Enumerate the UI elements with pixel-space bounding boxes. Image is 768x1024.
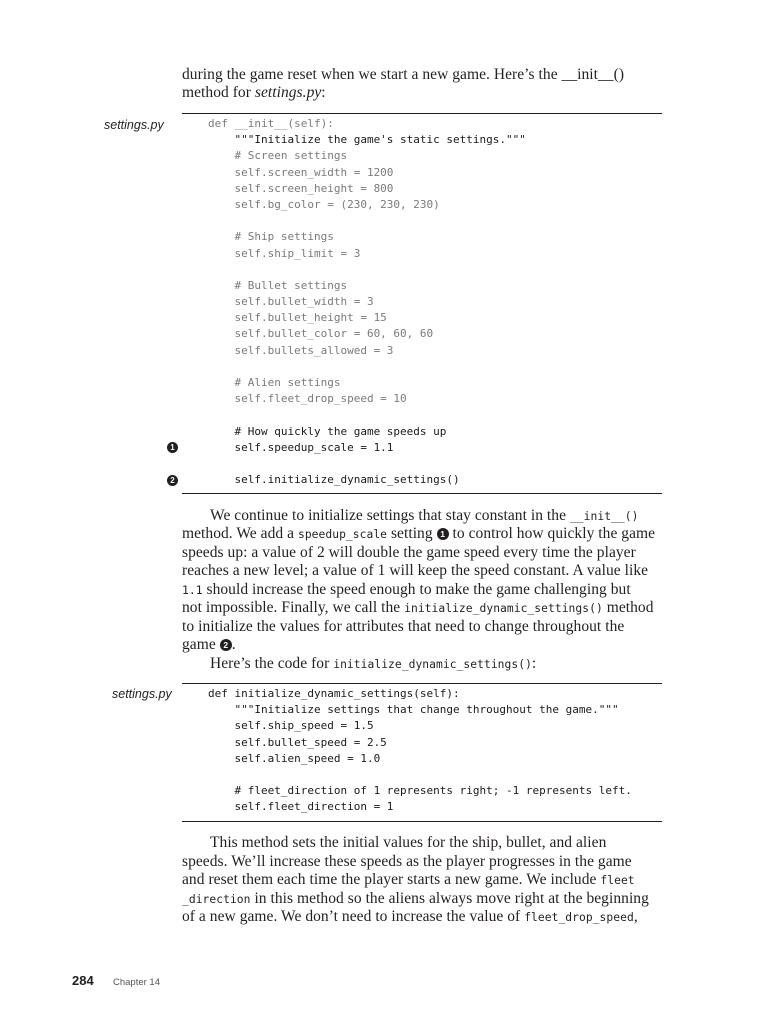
para-1-line-8 (182, 636, 236, 655)
para-1-line-2 (182, 525, 655, 545)
para-3-text: , (633, 908, 638, 925)
code-line (208, 262, 526, 278)
inline-code: __init__() (569, 510, 639, 523)
para-2-text: : (531, 654, 537, 672)
code-line: self.ship_speed = 1.5 (208, 719, 374, 733)
para-2-text: Here’s the code for (210, 654, 334, 672)
intro-line-1: during the game reset when we start a new game. Here’s the __init__() (182, 66, 625, 83)
code-line (208, 767, 632, 783)
inline-code: _direction (182, 892, 251, 906)
para-3-line-2: speeds. We’ll increase these speeds as the player progresses in the game (182, 852, 632, 870)
intro-filename: settings.py (254, 84, 322, 101)
para-1-line-5 (182, 581, 631, 601)
para-3-text: in this method so the aliens always move right at the beginning (250, 889, 649, 907)
page-number: 284 (72, 973, 94, 988)
code-line: self.alien_speed = 1.0 (208, 751, 381, 765)
listing-1-top-rule (182, 113, 662, 114)
para-3-line-4 (182, 890, 649, 910)
para-1-line-6 (182, 599, 654, 619)
para-1-text: game (182, 636, 220, 653)
code-line: self.fleet_drop_speed = 10 (208, 392, 407, 406)
listing-1-code (208, 116, 526, 488)
code-line: # How quickly the game speeds up (208, 424, 447, 438)
intro-line-2-suffix: : (321, 84, 326, 101)
para-3-line-5 (182, 908, 638, 928)
para-1-text: . (231, 636, 236, 653)
para-1-text: method (602, 599, 654, 616)
listing-1-filename-label: settings.py (104, 118, 164, 132)
para-1-text: not impossible. Finally, we call the (182, 599, 405, 616)
code-line (208, 359, 526, 375)
code-line: self.screen_width = 1200 (208, 165, 394, 179)
inline-marker-2: 2 (220, 639, 232, 651)
listing-2-bottom-rule (182, 821, 662, 822)
listing-2-filename-label: settings.py (112, 687, 172, 701)
code-line: self.ship_limit = 3 (208, 246, 361, 260)
para-1-line-3: speeds up: a value of 2 will double the game speed every time the player (182, 543, 636, 561)
listing-2-code (208, 686, 632, 816)
code-line: # Screen settings (208, 149, 348, 163)
code-line (208, 213, 526, 229)
para-1-line-4: reaches a new level; a value of 1 will keep the speed constant. A value like (182, 562, 649, 579)
code-line: self.speedup_scale = 1.1 (208, 440, 394, 454)
code-line: self.bullet_width = 3 (208, 295, 374, 309)
chapter-label: Chapter 14 (113, 977, 161, 988)
code-marker-2: 2 (167, 475, 178, 486)
para-3-text: of a new game. We don’t need to increase the value of (182, 908, 525, 925)
para-1-text: should increase the speed enough to make the game challenging but (202, 580, 631, 598)
inline-code: fleet (600, 874, 635, 887)
para-1-text: to control how quickly the game (448, 525, 656, 542)
intro-line-2 (182, 84, 326, 103)
code-line: self.screen_height = 800 (208, 181, 394, 195)
code-line: # Ship settings (208, 230, 334, 244)
listing-2-top-rule (182, 683, 662, 684)
code-line: self.initialize_dynamic_settings() (208, 473, 460, 487)
code-line (208, 407, 526, 423)
code-line: self.bullets_allowed = 3 (208, 343, 394, 357)
para-3-line-1: This method sets the initial values for the ship, bullet, and alien (210, 834, 607, 851)
inline-code: 1.1 (182, 583, 203, 597)
code-line: # Bullet settings (208, 278, 348, 292)
code-line: """Initialize settings that change throughout the game.""" (208, 703, 619, 717)
intro-line-2-prefix: method for (182, 84, 255, 101)
para-1-line-7: to initialize the values for attributes that need to change throughout the (182, 617, 625, 635)
para-1-line-1 (210, 507, 638, 527)
code-line (208, 456, 526, 472)
code-line: self.bg_color = (230, 230, 230) (208, 197, 440, 211)
listing-1-bottom-rule (182, 493, 662, 494)
para-3-line-3 (182, 871, 635, 891)
inline-code: initialize_dynamic_settings() (333, 657, 532, 671)
para-2 (210, 655, 536, 675)
code-line: def __init__(self): (208, 117, 334, 130)
code-line: self.bullet_color = 60, 60, 60 (208, 327, 434, 341)
inline-code: fleet_drop_speed (524, 911, 634, 924)
code-line: def initialize_dynamic_settings(self): (208, 687, 460, 700)
code-line: # Alien settings (208, 376, 341, 389)
inline-code: initialize_dynamic_settings() (404, 602, 603, 615)
inline-code: speedup_scale (297, 528, 388, 541)
code-line: self.fleet_direction = 1 (208, 800, 394, 814)
code-line: self.bullet_height = 15 (208, 311, 387, 325)
para-3-text: and reset them each time the player starts a new game. We include (182, 871, 601, 888)
code-line: # fleet_direction of 1 represents right; -1 represents left. (208, 784, 632, 798)
para-1-text: We continue to initialize settings that stay constant in the (210, 507, 570, 524)
inline-marker-1: 1 (437, 528, 449, 540)
para-1-text: setting (387, 525, 437, 542)
code-line: """Initialize the game's static settings.""" (208, 133, 526, 147)
code-line: self.bullet_speed = 2.5 (208, 735, 387, 749)
code-marker-1: 1 (167, 442, 178, 453)
para-1-text: method. We add a (182, 525, 298, 542)
